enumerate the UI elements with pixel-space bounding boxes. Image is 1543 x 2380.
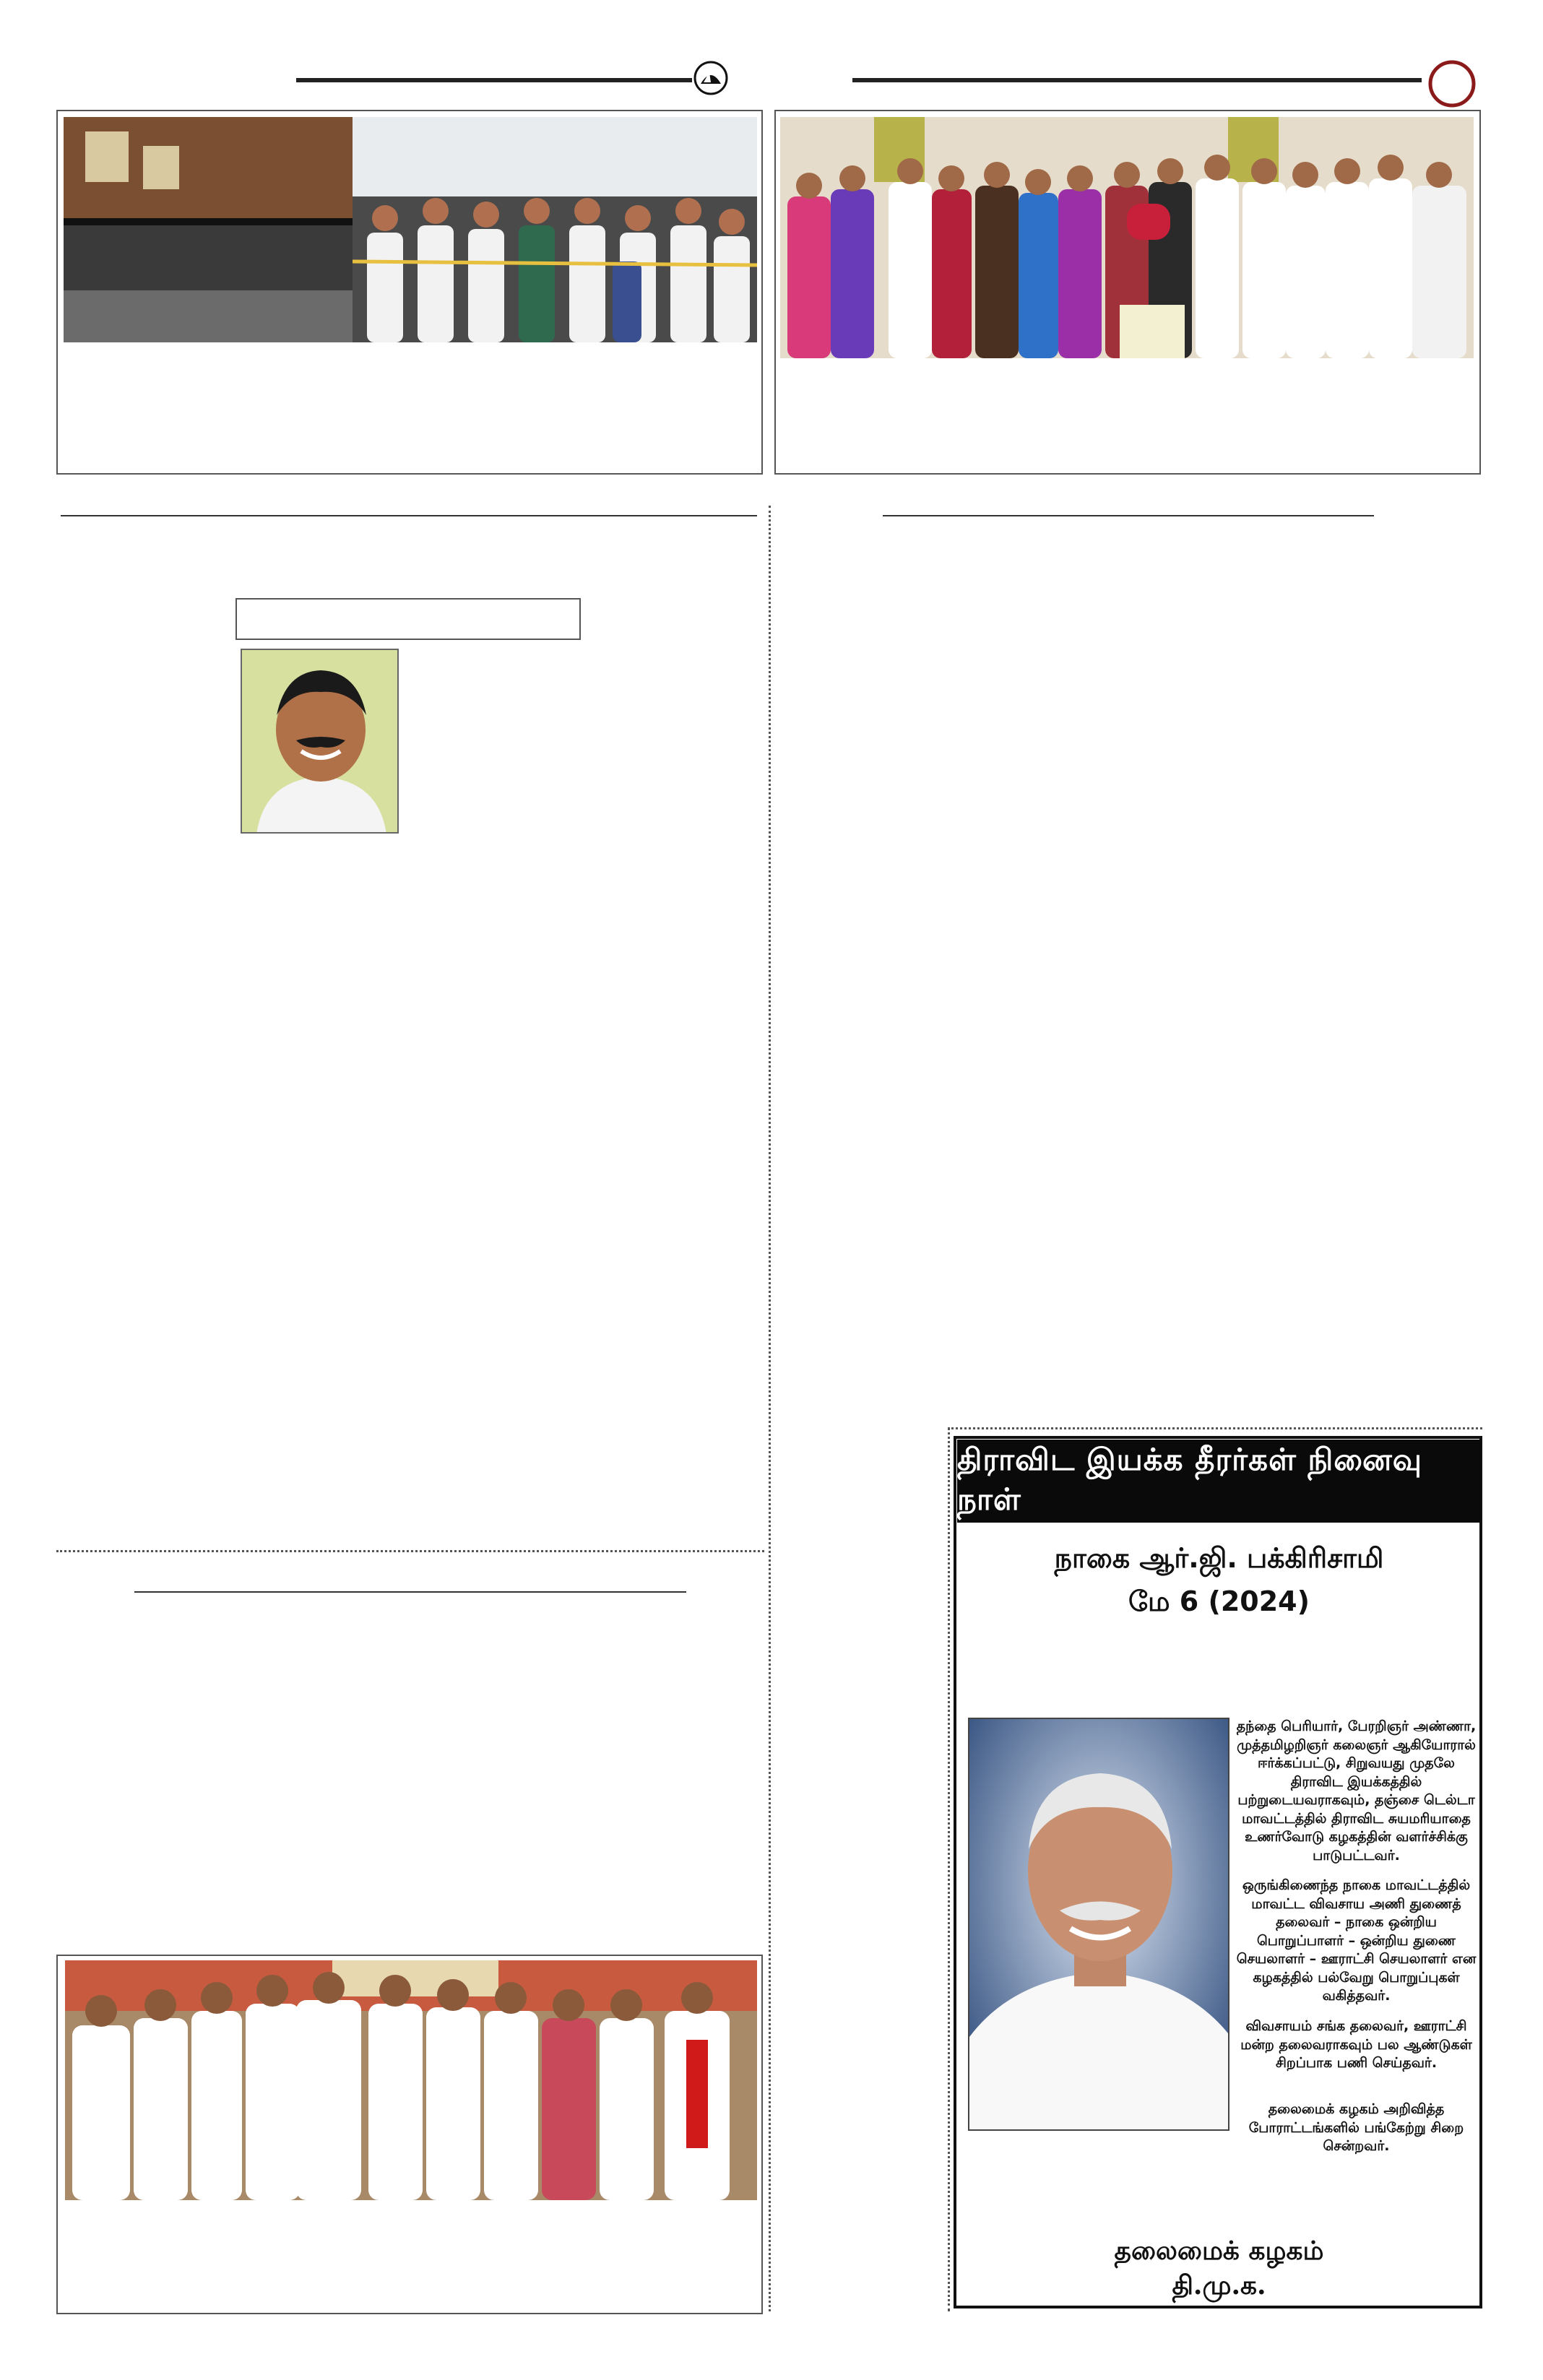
- header-rule-right: [852, 78, 1422, 82]
- photo-office-inauguration: [64, 117, 757, 342]
- tribute-ad-paragraph-2: ஒருங்கிணைந்த நாகை மாவட்டத்தில் மாவட்ட விவசாய அணி துணைத் தலைவர் – நாகை ஒன்றிய பொறுப்பாளர் – ஒன்றிய துணை செயலாளர் – ஊராட்சி செயலாளர் என கழகத்தில் பல்வேறு பொறுப்புகள் வகித்தவர்.: [1236, 1877, 1477, 2004]
- tribute-ad-paragraph-3: விவசாயம் சங்க தலைவர், ஊராட்சி மன்ற தலைவராகவும் பல ஆண்டுகள் சிறப்பாக பணி செய்தவர்.: [1240, 2018, 1472, 2071]
- photo-group-event: [65, 1960, 757, 2200]
- tribute-ad-banner-title: திராவிட இயக்க தீரர்கள் நினைவு நாள்: [957, 1440, 1481, 1523]
- tribute-ad-paragraph-1: தந்தை பெரியார், பேரறிஞர் அண்ணா, முத்தமிழறிஞர் கலைஞர் ஆகியோரால் ஈர்க்கப்பட்டு, சிறுவயது முதலே திராவிட இயக்கத்தில் பற்றுடையவராகவும், தஞ்சை டெல்டா மாவட்டத்தில் திராவிட சுயமரியாதை உணர்வோடு கழகத்தின் வளர்ச்சிக்கு பாடுபட்டவர்.: [1236, 1718, 1477, 1864]
- left-lower-article-rule: [134, 1591, 686, 1593]
- tribute-ad-footer-line2: தி.மு.க.: [1172, 2270, 1266, 2301]
- photo-group-wedding: [780, 117, 1474, 358]
- page-number-circle-icon: [1427, 59, 1477, 108]
- column-divider: [769, 506, 771, 2311]
- tribute-ad-portrait: [968, 1718, 1229, 2131]
- portrait-caption-box: [235, 598, 581, 640]
- tribute-ad-paragraph-4: தலைமைக் கழகம் அறிவித்த போராட்டங்களில் பங்கேற்று சிறை சென்றவர்.: [1248, 2101, 1464, 2154]
- ad-top-dotted-border: [948, 1427, 1482, 1429]
- right-article-rule: [883, 515, 1374, 516]
- tribute-ad-footer-line1: தலைமைக் கழகம்: [1114, 2236, 1324, 2266]
- left-article-rule: [61, 515, 757, 516]
- ad-left-dotted-border: [948, 1427, 950, 2311]
- portrait-photo: [241, 649, 399, 834]
- rising-sun-emblem-icon: [693, 61, 728, 95]
- tribute-ad-name: நாகை ஆர்.ஜி. பக்கிரிசாமி: [1054, 1542, 1384, 1574]
- tribute-ad-date: மே 6 (2024): [1128, 1585, 1310, 1617]
- left-section-separator: [56, 1550, 764, 1552]
- header-rule-left: [296, 78, 692, 82]
